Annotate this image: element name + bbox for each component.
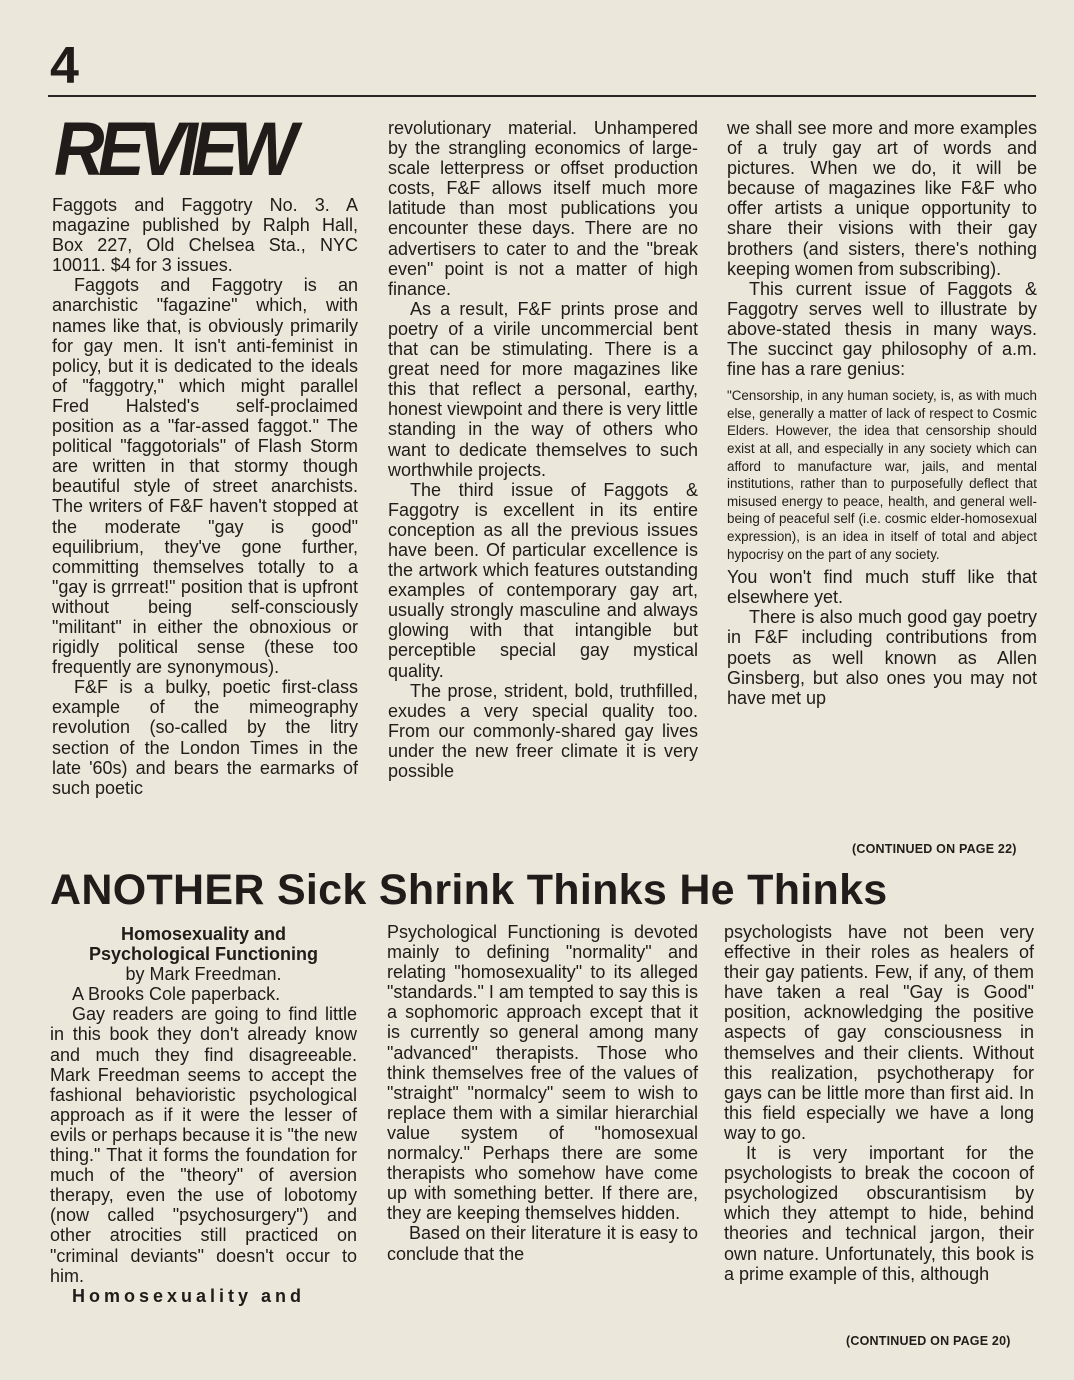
article-paragraph: Based on their literature it is easy to conclude that the bbox=[387, 1223, 698, 1264]
page-number: 4 bbox=[50, 37, 79, 95]
review-paragraph: This current issue of Faggots & Faggotry serves well to illustrate by above-stated thesis in many ways. The succinct gay philosophy of a.m. fine has a rare genius: bbox=[727, 278, 1037, 380]
review-paragraph: F&F is a bulky, poetic first-class example of the mimeography revolution (so-called by the litry section of the London Times in the late '60s) and bears the earmarks of such poetic bbox=[52, 677, 358, 798]
article-column-2 bbox=[387, 922, 698, 1264]
review-paragraph: As a result, F&F prints prose and poetry of a virile uncommercial bent that can be stimulating. There is a great need for more magazines like this that reflect a personal, earthy, honest viewpoint and there is very little standing in the way of others who want to dedicate themselves to such worthwhile projects. bbox=[388, 298, 698, 480]
book-author: by Mark Freedman. bbox=[125, 964, 282, 985]
review-quote: "Censorship, in any human society, is, as with much else, generally a matter of lack of respect to Cosmic Elders. However, the idea that censorship should exist at all, and especially in any society which can afford to manufacture war, jails, and mental institutions, rather than to purposefully deflect that misused energy to peace, health, and general well-being of peaceful self (i.e. cosmic elder-homosexual expression), is an idea in itself of total and abject hypocrisy on the part of any society. bbox=[727, 388, 1037, 562]
article-column-1 bbox=[50, 924, 357, 1306]
article-paragraph: Gay readers are going to find little in this book they don't already know and much they find disagreeable. Mark Freedman seems to accept the fashional behavioristic psychological approach as if it were the lesser of evils or perhaps because it is "the new thing." That it forms the foundation for much of the "theory" of aversion therapy, even the use of lobotomy (now called "psychosurgery") and other atrocities still practiced on "criminal deviants" doesn't occur to him. bbox=[50, 1004, 357, 1286]
article-headline: ANOTHER Sick Shrink Thinks He Thinks bbox=[50, 866, 888, 914]
review-paragraph: You won't find much stuff like that elsewhere yet. bbox=[727, 567, 1037, 608]
review-column-1 bbox=[52, 195, 358, 798]
review-paragraph: revolutionary material. Unhampered by the strangling economics of large-scale letterpress or offset production costs, F&F allows itself much more latitude than most publications you encounter these days. There are no advertisers to cater to and the "break even" point is not a matter of high finance. bbox=[388, 118, 698, 299]
continued-note: (CONTINUED ON PAGE 20) bbox=[846, 1334, 1011, 1348]
review-column-3 bbox=[727, 118, 1037, 708]
book-publisher: A Brooks Cole paperback. bbox=[72, 984, 281, 1005]
article-paragraph: Psychological Functioning is devoted mainly to defining "normality" and relating "homosexuality" to its alleged "standards." I am tempted to say this is a sophomoric approach except that it is currently so general among many "advanced" therapists. Those who think themselves free of the values of "straight" "normalcy" seem to wish to replace them with a similar hierarchial value system of "homosexual normalcy." Perhaps there are some therapists who somehow have come up with something better. If there are, they are keeping themselves hidden. bbox=[387, 922, 698, 1224]
review-paragraph: There is also much good gay poetry in F&F including contributions from poets as well known as Allen Ginsberg, but also ones you may not have met up bbox=[727, 607, 1037, 708]
book-title: Homosexuality and Psychological Functioning bbox=[88, 924, 319, 965]
article-column-3 bbox=[724, 922, 1034, 1284]
header-rule bbox=[48, 95, 1036, 97]
review-column-2 bbox=[388, 118, 698, 781]
article-paragraph: psychologists have not been very effective in their roles as healers of their gay patients. Few, if any, of them have taken a real "Gay is Good" position, acknowledging the positive aspects of gay consciousness in themselves and their clients. Without this realization, psychotherapy for gays can be little more than first aid. In this field especially we have a long way to go. bbox=[724, 922, 1034, 1143]
review-paragraph: The prose, strident, bold, truthfilled, exudes a very special quality too. From our commonly-shared gay lives under the new freer climate it is very possible bbox=[388, 680, 698, 781]
article-paragraph: Homosexuality and bbox=[72, 1285, 306, 1306]
review-paragraph: Faggots and Faggotry is an anarchistic "fagazine" which, with names like that, is obviously primarily for gay men. It isn't anti-feminist in policy, but it is dedicated to the ideals of "faggotry," which might parallel Fred Halsted's self-proclaimed position as a "far-assed faggot." The political "faggotorials" of Flash Storm are written in that stormy though beautiful style of street anarchists. The writers of F&F haven't stopped at the moderate "gay is good" equilibrium, they've gone further, committing themselves totally to a "gay is grrreat!" position that is upfront without being self-consciously "militant" in either the obnoxious or rigidly political sense (these too frequently are synonymous). bbox=[52, 275, 358, 678]
article-paragraph: It is very important for the psychologists to break the cocoon of psychologized obscurantisism by which they attempt to hide, behind theories and technical jargon, their own nature. Unfortunately, this book is a prime example of this, although bbox=[724, 1143, 1034, 1284]
review-paragraph: we shall see more and more examples of a truly gay art of words and pictures. When we do, it will be because of magazines like F&F who offer artists a unique opportunity to share their visions with their gay brothers (and sisters, there's nothing keeping women from subscribing). bbox=[727, 118, 1037, 279]
continued-note: (CONTINUED ON PAGE 22) bbox=[852, 842, 1017, 856]
review-paragraph: The third issue of Faggots & Faggotry is excellent in its entire conception as all the previous issues have been. Of particular excellence is the artwork which features outstanding examples of contemporary gay art, usually strongly masculine and always glowing with that intangible but perceptible special gay mystical quality. bbox=[388, 479, 698, 681]
section-title: REVIEW bbox=[54, 107, 292, 192]
review-citation: Faggots and Faggotry No. 3. A magazine published by Ralph Hall, Box 227, Old Chelsea Sta., NYC 10011. $4 for 3 issues. bbox=[52, 195, 358, 276]
